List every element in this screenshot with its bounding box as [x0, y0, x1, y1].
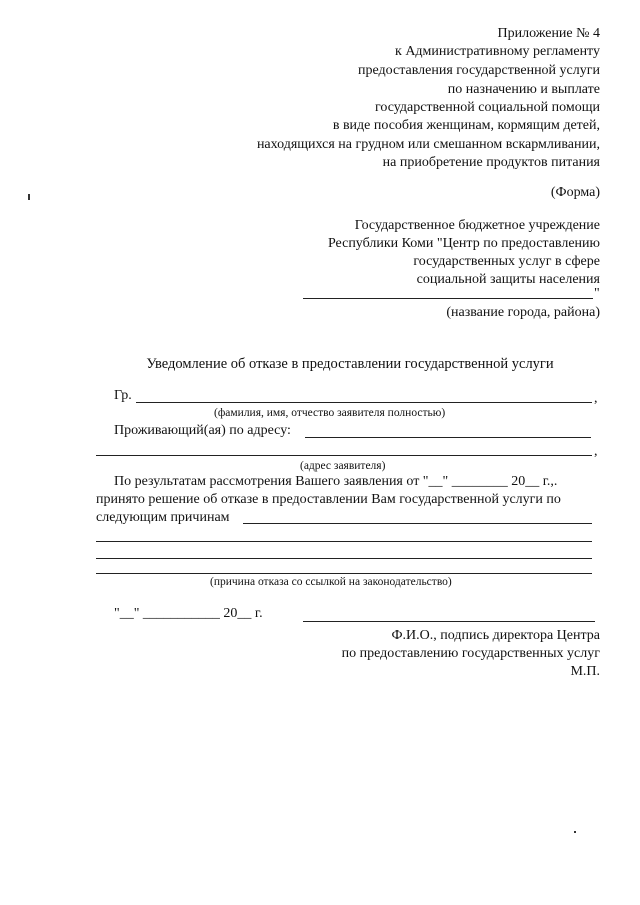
- stamp-label: М.П.: [570, 664, 600, 679]
- date-field[interactable]: "__" ___________ 20__ г.: [114, 606, 263, 621]
- appendix-line: по назначению и выплате: [447, 82, 600, 97]
- address-caption: (адрес заявителя): [300, 460, 386, 472]
- citizen-name-field[interactable]: [136, 402, 592, 403]
- appendix-line: к Административному регламенту: [395, 44, 600, 59]
- reason-field-1[interactable]: [243, 523, 592, 524]
- decision-line: принято решение об отказе в предоставлении Вам государственной услуги по: [96, 492, 561, 507]
- scan-speck: [28, 194, 30, 200]
- signature-caption: по предоставлению государственных услуг: [341, 646, 600, 661]
- signature-field[interactable]: [303, 621, 595, 622]
- reason-field-4[interactable]: [96, 573, 592, 574]
- close-quote: ": [594, 286, 600, 301]
- addressee-line: Государственное бюджетное учреждение: [354, 218, 600, 233]
- addressee-line: государственных услуг в сфере: [413, 254, 600, 269]
- city-field[interactable]: [303, 298, 593, 299]
- address-field-1[interactable]: [305, 437, 591, 438]
- scan-speck: [574, 831, 576, 833]
- citizen-prefix: Гр.: [114, 388, 132, 403]
- appendix-line: находящихся на грудном или смешанном вскармливании,: [256, 137, 600, 152]
- notice-title: Уведомление об отказе в предоставлении государственной услуги: [146, 356, 554, 372]
- addressee-line: Республики Коми "Центр по предоставлению: [327, 236, 600, 251]
- reason-field-3[interactable]: [96, 558, 592, 559]
- decision-line: По результатам рассмотрения Вашего заявления от "__" ________ 20__ г.,.: [114, 474, 558, 489]
- addressee-line: социальной защиты населения: [416, 272, 600, 287]
- comma: ,: [594, 444, 598, 459]
- address-field-2[interactable]: [96, 455, 592, 456]
- appendix-line: предоставления государственной услуги: [358, 63, 600, 78]
- city-caption: (название города, района): [446, 305, 600, 320]
- form-label: (Форма): [550, 185, 600, 200]
- signature-caption: Ф.И.О., подпись директора Центра: [391, 628, 600, 643]
- comma: ,: [594, 391, 598, 406]
- reasons-label: следующим причинам: [96, 510, 230, 525]
- appendix-line: на приобретение продуктов питания: [382, 155, 600, 170]
- citizen-caption: (фамилия, имя, отчество заявителя полностью): [214, 407, 446, 419]
- appendix-line: Приложение № 4: [497, 26, 600, 41]
- reason-caption: (причина отказа со ссылкой на законодательство): [210, 576, 452, 588]
- address-label: Проживающий(ая) по адресу:: [114, 423, 291, 438]
- reason-field-2[interactable]: [96, 541, 592, 542]
- appendix-line: в виде пособия женщинам, кормящим детей,: [332, 118, 600, 133]
- appendix-line: государственной социальной помощи: [374, 100, 600, 115]
